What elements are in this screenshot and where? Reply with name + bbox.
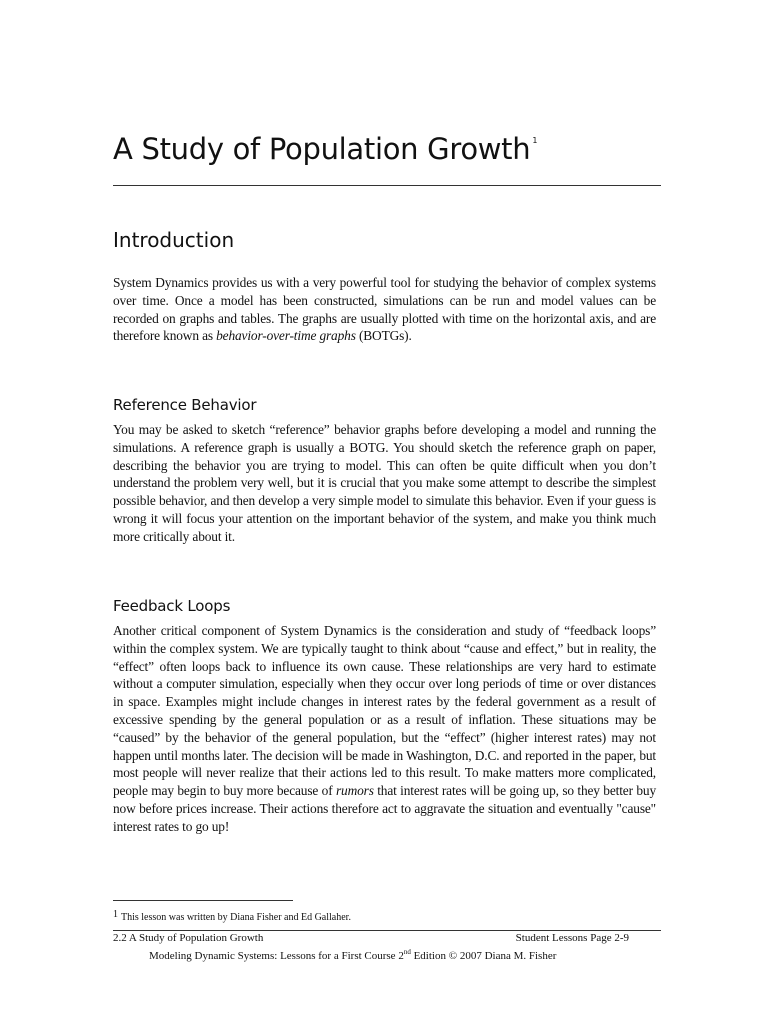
page-title-text: A Study of Population Growth: [113, 132, 531, 166]
reference-behavior-paragraph: You may be asked to sketch “reference” behavior graphs before developing a model and running the simulations. A reference graph is usually a BOTG. You should sketch the reference graph on paper, describing the behavior you are trying to model. This can often be quite difficult when you don’t understand the problem very well, but it is crucial that you make some attempt to describe the simplest possible behavior, and then develop a very simple model to simulate this behavior. Even if your guess is wrong it will focus your attention on the important behavior of the system, and make you think much more critically about it.: [113, 422, 656, 544]
document-page: [113, 0, 661, 1024]
feedback-loops-text-b: that interest rates will be going up, so they better buy now before prices increase. Their actions therefore act to aggravate the situation and eventually "cause" interest rates to go up!: [113, 783, 656, 834]
footer-page-number: Student Lessons Page 2-9: [515, 932, 629, 944]
footer-book-credit: [149, 948, 556, 962]
title-divider: [113, 185, 661, 186]
footer-credit-text-b: Edition © 2007 Diana M. Fisher: [410, 950, 557, 962]
footer-section-title: 2.2 A Study of Population Growth: [113, 932, 264, 944]
footnote-text: This lesson was written by Diana Fisher and Ed Gallaher.: [121, 912, 351, 923]
feedback-loops-text-a: Another critical component of System Dynamics is the consideration and study of “feedback loops” within the complex system. We are typically taught to think about “cause and effect,” but in reality, the “effect” often loops back to influence its own cause. These relationships are very hard to estimate without a computer simulation, especially when they occur over long periods of time or over distances in space. Examples might include changes in interest rates by the federal government as a result of excessive spending by the general population or as a result of inflation. These situations may be “caused” by the behavior of the general population, but the “effect” (higher interest rates) may not happen until months later. The decision will be made in Washington, D.C. and reported in the paper, but most people will never realize that their actions led to this result. To make matters more complicated, people may begin to buy more because of: [113, 623, 656, 799]
title-footnote-ref[interactable]: 1: [532, 136, 538, 145]
footnote-divider: [113, 900, 293, 901]
feedback-loops-emphasis: rumors: [335, 783, 374, 799]
introduction-paragraph: [113, 274, 656, 345]
footnote-mark: 1: [113, 909, 118, 920]
page-title: [113, 132, 537, 166]
footer-divider: [113, 930, 661, 931]
introduction-emphasis: behavior-over-time graphs: [216, 328, 356, 344]
footer-credit-text-a: Modeling Dynamic Systems: Lessons for a First Course 2: [149, 950, 404, 962]
footer-credit-sup: nd: [403, 948, 411, 956]
footnote: [113, 909, 351, 923]
feedback-loops-paragraph: [113, 622, 656, 836]
introduction-text-a: System Dynamics provides us with a very powerful tool for studying the behavior of complex systems over time. Once a model has been constructed, simulations can be run and model values can be recorded on graphs and tables. The graphs are usually plotted with time on the horizontal axis, and are therefore known as: [113, 275, 656, 344]
introduction-heading: Introduction: [113, 228, 235, 252]
feedback-loops-heading: Feedback Loops: [113, 597, 231, 615]
introduction-text-b: (BOTGs).: [355, 328, 412, 344]
reference-behavior-heading: Reference Behavior: [113, 396, 257, 414]
